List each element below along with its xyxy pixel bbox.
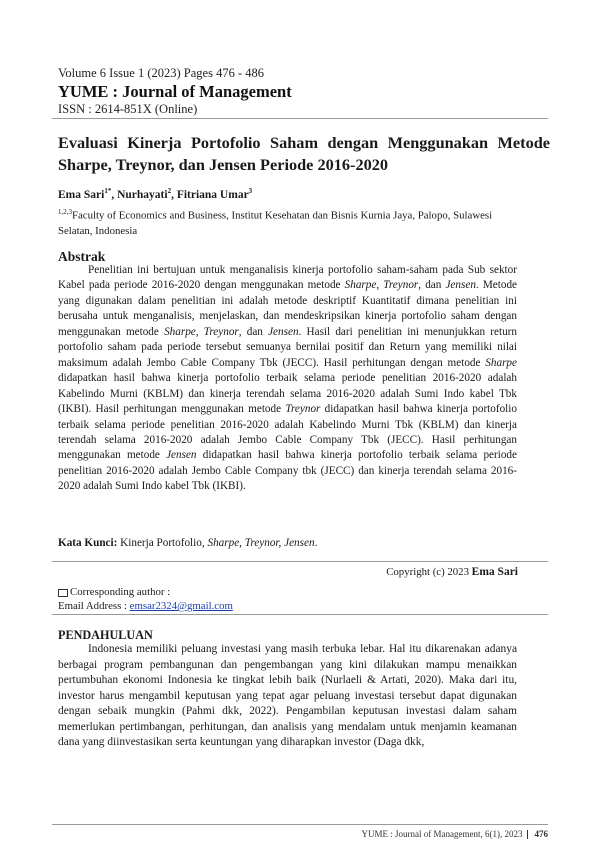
abstract-text: didapatkan hasil bahwa kinerja portofolio terbaik selama periode penelitian 2016-2020 adalah Kabelindo Murni Tbk (KBLM) dan kinerja terendah selama 2016-2020 adalah Jembo Cable Company Tbk (JECC). Hasil perhitungan menggunakan metode bbox=[58, 403, 517, 462]
issn-info: ISSN : 2614-851X (Online) bbox=[58, 102, 198, 116]
abstract-text: , bbox=[376, 279, 384, 292]
affiliation-marks: 1,2,3 bbox=[58, 208, 72, 216]
copyright bbox=[386, 566, 518, 578]
abstract-method-name: Jensen bbox=[445, 279, 476, 292]
abstract-text: Penelitian ini bertujuan untuk menganalisis kinerja portofolio saham-saham pada Sub sektor Kabel pada periode 2016-2020 dengan menggunakan metode bbox=[58, 264, 517, 292]
keywords-italic: Sharpe, Treynor, Jensen bbox=[207, 537, 315, 549]
correspondence-divider bbox=[52, 614, 548, 615]
abstract-method-name: Sharpe bbox=[164, 325, 196, 338]
footer-separator bbox=[527, 830, 528, 839]
copyright-holder: Ema Sari bbox=[471, 566, 518, 578]
affiliation bbox=[58, 205, 518, 239]
abstract-text: , dan bbox=[418, 279, 446, 292]
keywords-label: Kata Kunci: bbox=[58, 537, 118, 549]
footer-citation: YUME : Journal of Management, 6(1), 2023 bbox=[361, 829, 523, 839]
author-3: Fitriana Umar$^3$ bbox=[176, 187, 253, 201]
corresponding-label: Corresponding author : bbox=[70, 586, 171, 598]
footer-divider bbox=[52, 824, 548, 825]
copyright-text: Copyright (c) 2023 bbox=[386, 566, 472, 578]
article-title: Evaluasi Kinerja Portofolio Saham dengan Menggunakan Metode Sharpe, Treynor, dan Jensen Periode 2016-2020 bbox=[58, 133, 550, 174]
abstract-method-name: Jensen bbox=[268, 325, 299, 338]
page-footer bbox=[362, 829, 548, 839]
abstract-text: didapatkan hasil bahwa kinerja portofolio terbaik selama periode penelitian 2016-2020 adalah Jembo Cable Company tbk (JECC) dan kinerja terendah selama 2016-2020 adalah Sumi Indo kabel Tbk (IKBI). bbox=[58, 449, 517, 493]
abstract-body bbox=[58, 263, 517, 495]
abstract-method-name: Treynor bbox=[203, 325, 239, 338]
abstract-method-name: Treynor bbox=[383, 279, 419, 292]
author-1: Ema Sari$^{1*}$ bbox=[58, 187, 112, 201]
email-label: Email Address : bbox=[58, 600, 130, 612]
journal-name: YUME : Journal of Management bbox=[58, 82, 292, 101]
keywords bbox=[58, 537, 317, 549]
keywords-end: . bbox=[314, 537, 318, 549]
copyright-divider bbox=[52, 561, 548, 562]
email-link[interactable]: emsar2324@gmail.com bbox=[129, 600, 233, 612]
author-2: Nurhayati$^2$ bbox=[117, 187, 172, 201]
keywords-plain: Kinerja Portofolio, bbox=[117, 537, 208, 549]
envelope-icon bbox=[58, 589, 68, 597]
abstract-text: , dan bbox=[238, 325, 269, 338]
introduction-body: Indonesia memiliki peluang investasi yang masih terbuka lebar. Hal itu dikarenakan adanya berbagai program pembangunan dan pengembangan yang kini dilakukan mampu menaikkan pertumbuhan ekonomi Indonesia ke tingkat lebih baik (Nurlaeli & Artati, 2020). Maka dari itu, investor harus mengambil keputusan yang tepat agar peluang investasi tersebut dapat digunakan dengan sebaik mungkin (Pahmi dkk, 2022). Pengambilan keputusan investasi dalam saham memerlukan pertimbangan, perhitungan, dan analisis yang mendalam untuk menjamin keamanan dana yang diinvestasikan serta keuntungan yang diharapkan investor (Daga dkk, bbox=[58, 643, 517, 748]
abstract-method-name: Jensen bbox=[166, 449, 197, 462]
abstract-text: . Hasil dari penelitian ini menunjukkan return portofolio saham pada periode tersebut semuanya bernilai positif dan Return yang memiliki nilai maksimum adalah Jembo Cable Company Tbk (JECC). Hasil perhitungan dengan metode bbox=[58, 325, 517, 369]
section-heading-introduction: PENDAHULUAN bbox=[58, 628, 153, 642]
abstract-method-name: Sharpe bbox=[344, 279, 377, 292]
abstract-method-name: Treynor bbox=[285, 403, 321, 416]
abstract-text: , bbox=[195, 325, 204, 338]
header-divider bbox=[52, 118, 548, 119]
volume-info: Volume 6 Issue 1 (2023) Pages 476 - 486 bbox=[58, 66, 264, 80]
abstract-heading: Abstrak bbox=[58, 249, 106, 264]
abstract-method-name: Sharpe bbox=[485, 356, 517, 369]
author-list: Ema Sari$^{1*}$, Nurhayati$^2$, Fitriana Umar$^3$ bbox=[58, 187, 253, 201]
correspondence bbox=[58, 585, 233, 613]
abstract-text: didapatkan hasil bahwa kinerja portofolio terbaik selama periode penelitian 2016-2020 adalah Kabelindo Murni (KBLM) dan kinerja terendah selama 2016-2020 adalah Sumi Indo kabel Tbk (IKBI). Hasil perhitungan menggunakan metode bbox=[58, 372, 517, 416]
page-number: 476 bbox=[534, 829, 548, 839]
abstract-text: . Metode yang digunakan dalam penelitian ini adalah metode deskriptif Kuantitatif dimana penelitian ini berusaha untuk menganalisis, menjelaskan, dan mendeskripsikan kinerja portofolio saham dengan menggunakan metode bbox=[58, 279, 518, 338]
affiliation-text: Faculty of Economics and Business, Institut Kesehatan dan Bisnis Kurnia Jaya, Palopo, Sulawesi Selatan, Indonesia bbox=[58, 209, 493, 237]
